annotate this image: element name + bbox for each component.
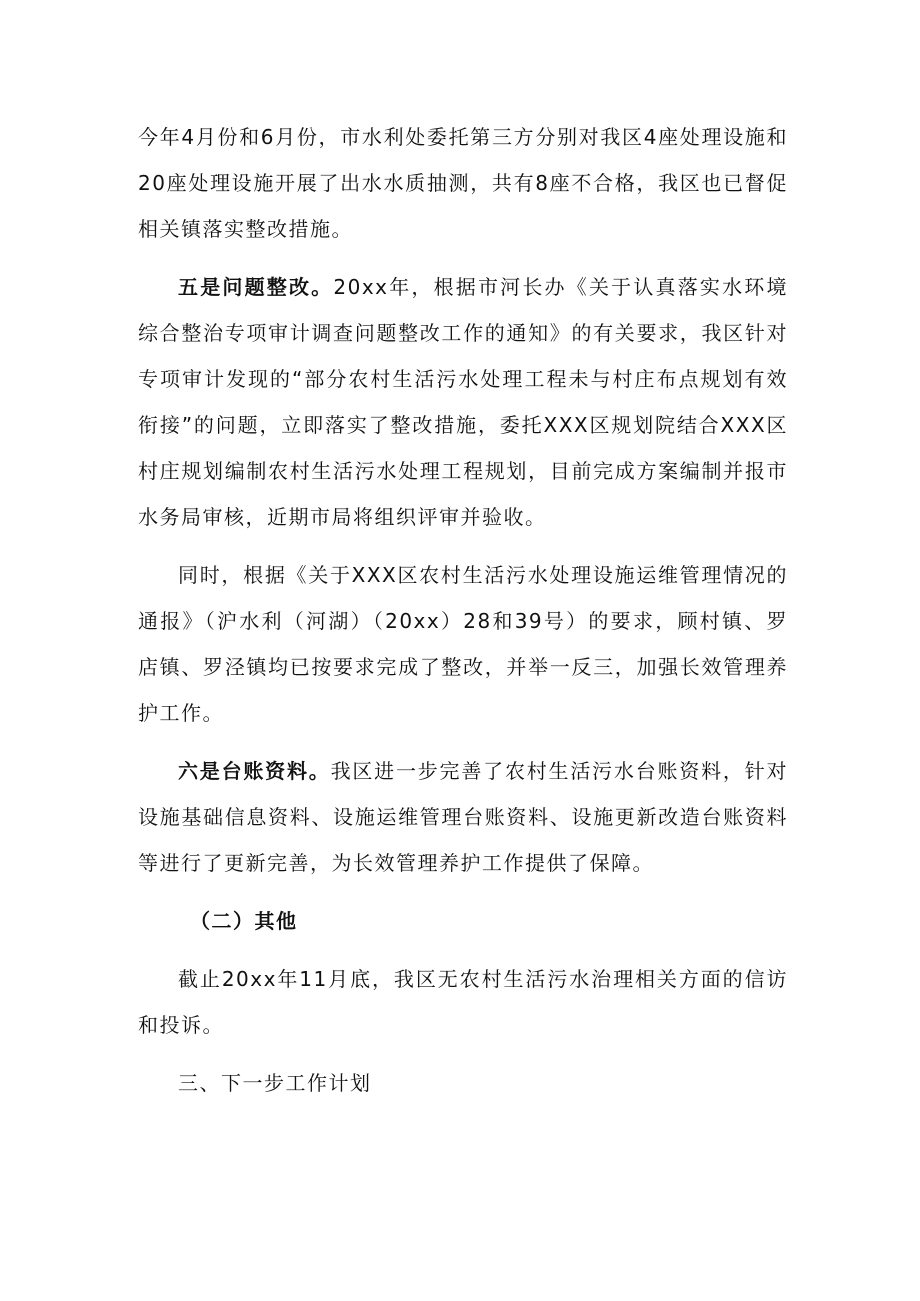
paragraph-text: 20xx年，根据市河长办《关于认真落实水环境综合整治专项审计调查问题整改工作的通知》的有关要求，我区针对专项审计发现的“部分农村生活污水处理工程未与村庄布点规划有效衔接”的问题，立即落实了整改措施，委托XXX区规划院结合XXX区村庄规划编制农村生活污水处理工程规划，目前完成方案编制并报市水务局审核，近期市局将组织评审并验收。	[138, 275, 789, 529]
paragraph-lead-heading: 六是台账资料。	[178, 759, 331, 783]
paragraph-ledger-data	[138, 748, 788, 886]
paragraph-complaints	[138, 956, 788, 1048]
paragraph-meanwhile	[138, 552, 788, 736]
document-body	[138, 114, 788, 1118]
paragraph-problem-rectification	[138, 264, 788, 540]
heading-text: （二）其他	[190, 909, 298, 933]
section-heading-other	[138, 898, 788, 944]
heading-text: 三、下一步工作计划	[178, 1071, 372, 1095]
paragraph-water-quality-sampling	[138, 114, 788, 252]
paragraph-text: 我区进一步完善了农村生活污水台账资料，针对设施基础信息资料、设施运维管理台账资料、设施更新改造台账资料等进行了更新完善，为长效管理养护工作提供了保障。	[138, 759, 789, 875]
paragraph-text: 同时，根据《关于XXX区农村生活污水处理设施运维管理情况的通报》（沪水利（河湖）（20xx）28和39号）的要求，顾村镇、罗店镇、罗泾镇均已按要求完成了整改，并举一反三，加强长效管理养护工作。	[138, 563, 788, 725]
paragraph-text: 今年4月份和6月份，市水利处委托第三方分别对我区4座处理设施和20座处理设施开展了出水水质抽测，共有8座不合格，我区也已督促相关镇落实整改措施。	[138, 125, 788, 241]
section-heading-next-plan	[138, 1060, 788, 1106]
paragraph-text: 截止20xx年11月底，我区无农村生活污水治理相关方面的信访和投诉。	[138, 967, 788, 1037]
paragraph-lead-heading: 五是问题整改。	[178, 275, 334, 299]
